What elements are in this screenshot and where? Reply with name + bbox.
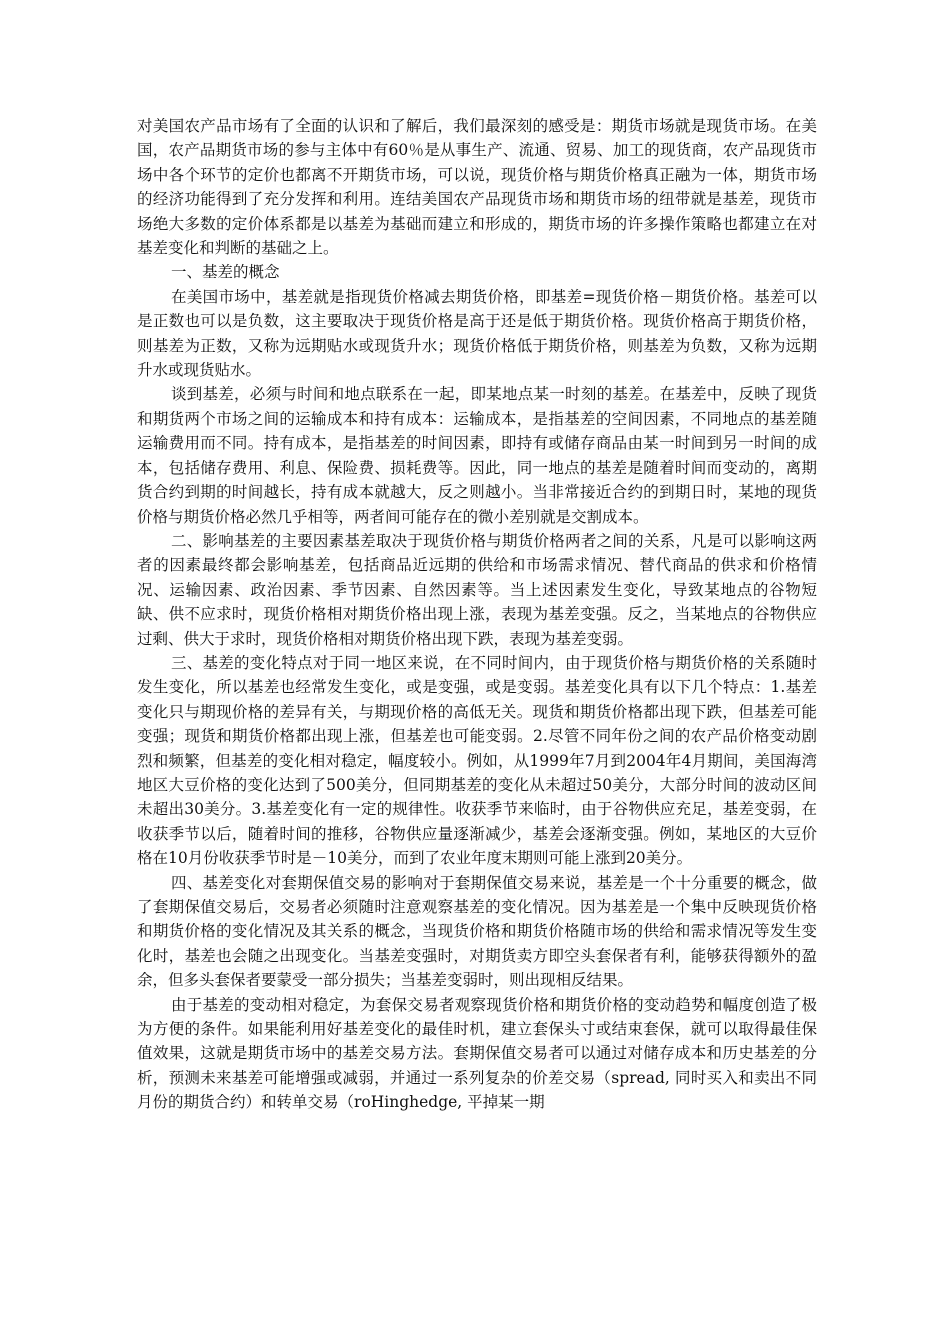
paragraph-basis-characteristics: 三、基差的变化特点对于同一地区来说，在不同时间内，由于现货价格与期货价格的关系随时发生变化，所以基差也经常发生变化，或是变强，或是变弱。基差变化具有以下几个特点：1.基差变化只与期现价格的差异有关，与期现价格的高低无关。现货和期货价格都出现下跌，但基差可能变强；现货和期货价格都出现上涨，但基差也可能变弱。2.尽管不同年份之间的农产品价格变动剧烈和频繁，但基差的变化相对稳定，幅度较小。例如，从1999年7月到2004年4月期间，美国海湾地区大豆价格的变化达到了500美分，但同期基差的变化从未超过50美分，大部分时间的波动区间未超出30美分。3.基差变化有一定的规律性。收获季节来临时，由于谷物供应充足，基差变弱，在收获季节以后，随着时间的推移，谷物供应量逐渐减少，基差会逐渐变强。例如，某地区的大豆价格在10月份收获季节时是－10美分，而到了农业年度末期则可能上涨到20美分。: [137, 653, 817, 868]
paragraph-intro: 对美国农产品市场有了全面的认识和了解后，我们最深刻的感受是：期货市场就是现货市场。在美国，农产品期货市场的参与主体中有60％是从事生产、流通、贸易、加工的现货商，农产品现货市场中各个环节的定价也都离不开期货市场，可以说，现货价格与期货价格真正融为一体，期货市场的经济功能得到了充分发挥和利用。连结美国农产品现货市场和期货市场的纽带就是基差，现货市场绝大多数的定价体系都是以基差为基础而建立和形成的，期货市场的许多操作策略也都建立在对基差变化和判断的基础之上。: [137, 117, 817, 258]
paragraph-basis-hedging-impact: 四、基差变化对套期保值交易的影响对于套期保值交易来说，基差是一个十分重要的概念，做了套期保值交易后，交易者必须随时注意观察基差的变化情况。因为基差是一个集中反映现货价格和期货价格的变化情况及其关系的概念，当现货价格和期货价格随市场的供给和需求情况等发生变化时，基差也会随之出现变化。当基差变强时，对期货卖方即空头套保者有利，能够获得额外的盈余，但多头套保者要蒙受一部分损失；当基差变弱时，则出现相反结果。: [137, 873, 817, 990]
document-page: [137, 114, 817, 1115]
paragraph-basis-factors: 二、影响基差的主要因素基差取决于现货价格与期货价格两者之间的关系，凡是可以影响这两者的因素最终都会影响基差，包括商品近远期的供给和市场需求情况、替代商品的供求和价格情况、运输因素、政治因素、季节因素、自然因素等。当上述因素发生变化，导致某地点的谷物短缺、供不应求时，现货价格相对期货价格出现上涨，表现为基差变强。反之，当某地点的谷物供应过剩、供大于求时，现货价格相对期货价格出现下跌，表现为基差变弱。: [137, 531, 817, 648]
paragraph-basis-trading: 由于基差的变动相对稳定，为套保交易者观察现货价格和期货价格的变动趋势和幅度创造了极为方便的条件。如果能利用好基差变化的最佳时机，建立套保头寸或结束套保，就可以取得最佳保值效果，这就是期货市场中的基差交易方法。套期保值交易者可以通过对储存成本和历史基差的分析，预测未来基差可能增强或减弱，并通过一系列复杂的价差交易（spread, 同时买入和卖出不同月份的期货合约）和转单交易（roHinghedge, 平掉某一期: [137, 995, 817, 1112]
section-heading-basis-concept: 一、基差的概念: [171, 263, 280, 282]
paragraph-basis-time-place: 谈到基差，必须与时间和地点联系在一起，即某地点某一时刻的基差。在基差中，反映了现货和期货两个市场之间的运输成本和持有成本：运输成本，是指基差的空间因素，不同地点的基差随运输费用而不同。持有成本，是指基差的时间因素，即持有或储存商品由某一时间到另一时间的成本，包括储存费用、利息、保险费、损耗费等。因此，同一地点的基差是随着时间而变动的，离期货合约到期的时间越长，持有成本就越大，反之则越小。当非常接近合约的到期日时，某地的现货价格与期货价格必然几乎相等，两者间可能存在的微小差别就是交割成本。: [137, 385, 817, 526]
paragraph-basis-definition: 在美国市场中，基差就是指现货价格减去期货价格，即基差=现货价格－期货价格。基差可以是正数也可以是负数，这主要取决于现货价格是高于还是低于期货价格。现货价格高于期货价格，则基差为正数，又称为远期贴水或现货升水；现货价格低于期货价格，则基差为负数，又称为远期升水或现货贴水。: [137, 287, 817, 380]
